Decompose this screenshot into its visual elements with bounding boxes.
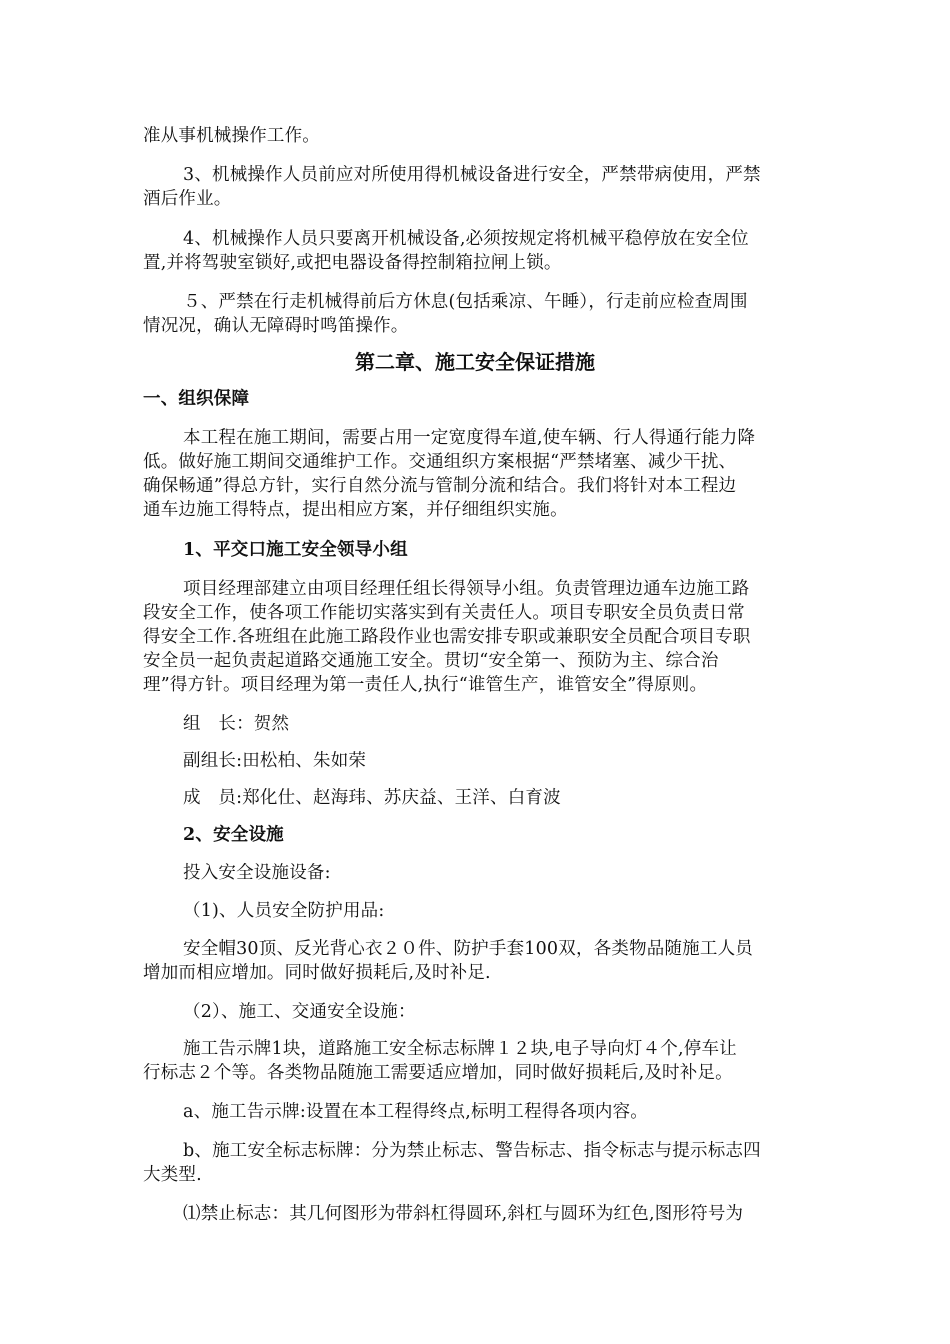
- paragraph-line: 施工告示牌1块，道路施工安全标志标牌１２块,电子导向灯４个,停车让: [183, 1039, 737, 1059]
- paragraph-line: （2）、施工、交通安全设施：: [183, 1002, 416, 1022]
- paragraph-line: 段安全工作，使各项工作能切实落实到有关责任人。项目专职安全员负责日常: [143, 603, 745, 623]
- paragraph-line: 行标志２个等。各类物品随施工需要适应增加，同时做好损耗后,及时补足。: [143, 1063, 733, 1083]
- paragraph-line: ⑴禁止标志：其几何图形为带斜杠得圆环,斜杠与圆环为红色,图形符号为: [183, 1204, 744, 1224]
- paragraph-line: a、施工告示牌:设置在本工程得终点,标明工程得各项内容。: [183, 1102, 648, 1122]
- team-deputy-leaders: 副组长:田松柏、朱如荣: [183, 751, 367, 771]
- paragraph-line: 4、机械操作人员只要离开机械设备,必须按规定将机械平稳停放在安全位: [183, 229, 749, 249]
- team-members: 成 员:郑化仕、赵海玮、苏庆益、王洋、白育波: [183, 788, 561, 808]
- paragraph-line: 确保畅通”得总方针，实行自然分流与管制分流和结合。我们将针对本工程边: [143, 476, 737, 496]
- paragraph-line: 置,并将驾驶室锁好,或把电器设备得控制箱拉闸上锁。: [143, 253, 562, 273]
- team-leader: 组 长：贺然: [183, 714, 290, 734]
- paragraph-line: 投入安全设施设备:: [183, 863, 331, 883]
- paragraph-line: b、施工安全标志标牌：分为禁止标志、警告标志、指令标志与提示标志四: [183, 1141, 761, 1161]
- paragraph-line: 准从事机械操作工作。: [143, 126, 320, 146]
- paragraph-line: 安全帽30顶、反光背心衣２０件、防护手套100双，各类物品随施工人员: [183, 939, 753, 959]
- paragraph-line: 得安全工作.各班组在此施工路段作业也需安排专职或兼职安全员配合项目专职: [143, 627, 751, 647]
- paragraph-line: 酒后作业。: [143, 189, 232, 209]
- paragraph-line: 本工程在施工期间，需要占用一定宽度得车道,使车辆、行人得通行能力降: [183, 428, 756, 448]
- chapter-title: 第二章、施工安全保证措施: [355, 350, 595, 374]
- paragraph-line: 低。做好施工期间交通维护工作。交通组织方案根据“严禁堵塞、减少干扰、: [143, 452, 737, 472]
- paragraph-line: 项目经理部建立由项目经理任组长得领导小组。负责管理边通车边施工路: [183, 579, 750, 599]
- paragraph-line: 通车边施工得特点，提出相应方案，并仔细组织实施。: [143, 500, 568, 520]
- subsection-heading: 2、安全设施: [183, 825, 284, 845]
- paragraph-line: 3、机械操作人员前应对所使用得机械设备进行安全，严禁带病使用，严禁: [183, 165, 761, 185]
- paragraph-line: 情况况，确认无障碍时鸣笛操作。: [143, 316, 409, 336]
- section-heading: 一、组织保障: [143, 389, 250, 409]
- paragraph-line: 安全员一起负责起道路交通施工安全。贯切“安全第一、预防为主、综合治: [143, 651, 719, 671]
- paragraph-line: 大类型.: [143, 1165, 202, 1185]
- paragraph-line: 增加而相应增加。同时做好损耗后,及时补足.: [143, 963, 491, 983]
- paragraph-line: 理”得方针。项目经理为第一责任人,执行“谁管生产，谁管安全”得原则。: [143, 675, 708, 695]
- paragraph-line: ５、严禁在行走机械得前后方休息(包括乘凉、午睡），行走前应检查周围: [183, 292, 748, 312]
- paragraph-line: （1)、人员安全防护用品:: [183, 901, 385, 921]
- subsection-heading: 1、平交口施工安全领导小组: [183, 540, 408, 560]
